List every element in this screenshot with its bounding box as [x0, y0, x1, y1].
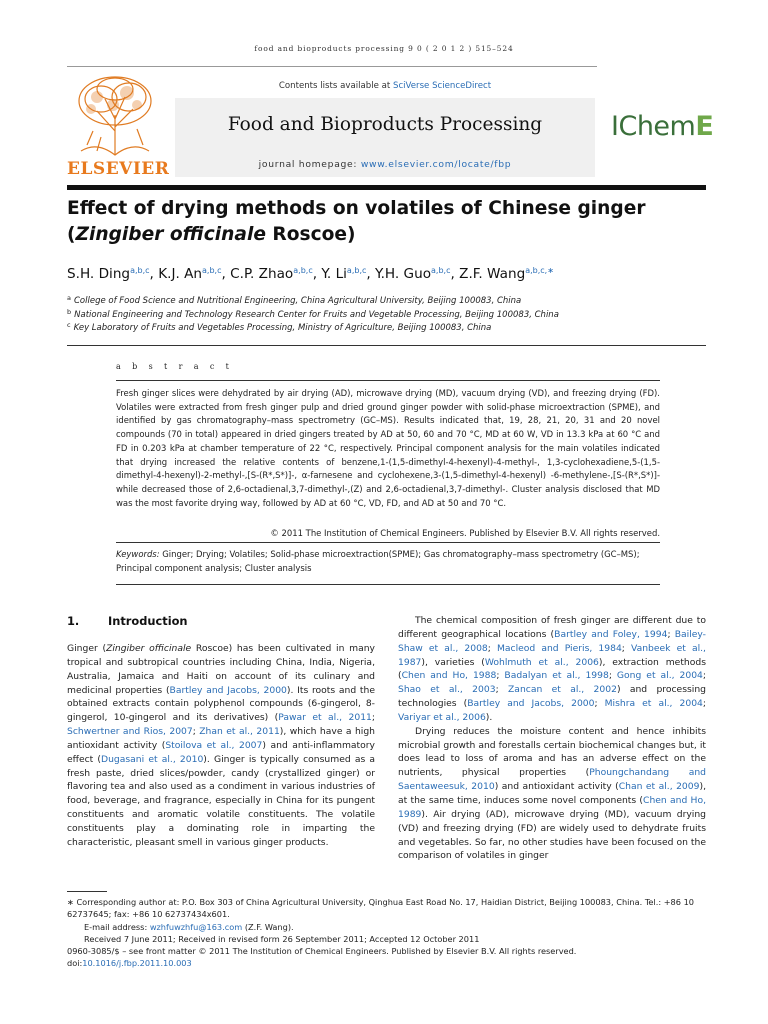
citation-link[interactable]: Wohlmuth et al., 2006	[484, 656, 599, 668]
affiliation-c	[67, 321, 707, 333]
journal-homepage	[175, 159, 595, 170]
doi-label: doi:	[67, 958, 83, 968]
doi-link[interactable]: 10.1016/j.fbp.2011.10.003	[82, 958, 192, 968]
article-title	[67, 196, 707, 248]
affiliation-mark: a	[67, 294, 71, 302]
citation-link[interactable]: Stoilova et al., 2007	[165, 739, 263, 751]
author-affiliation-marks[interactable]: a,b,c	[431, 266, 451, 275]
citation-link[interactable]: Vanbeek et al., 1987	[398, 642, 706, 668]
author-name: C.P. Zhao	[230, 266, 294, 282]
icheme-logo-part1: IChem	[611, 111, 696, 142]
author-name: Y. Li	[321, 266, 347, 282]
author-name: S.H. Ding	[67, 266, 131, 282]
author-separator: ,	[366, 266, 376, 282]
body-text: ;	[594, 698, 605, 710]
abstract-bottom-rule	[116, 584, 660, 585]
body-text: ), extraction methods (	[398, 656, 706, 682]
author-affiliation-marks[interactable]: a,b,c,∗	[525, 266, 554, 275]
body-text: ), varieties (	[421, 656, 485, 668]
homepage-link[interactable]: www.elsevier.com/locate/fbp	[360, 159, 512, 170]
citation-link[interactable]: Bailey-Shaw et al., 2008	[398, 628, 706, 654]
body-text: ) and processing technologies (	[398, 684, 706, 710]
abstract-top-rule	[67, 345, 706, 346]
author-affiliation-marks[interactable]: a,b,c	[130, 266, 150, 275]
italic-text: Zingiber officinale	[106, 643, 192, 654]
citation-link[interactable]: Badalyan et al., 1998	[504, 670, 609, 682]
author-separator: ,	[450, 266, 460, 282]
affiliation-a	[67, 294, 707, 306]
author-name: Z.F. Wang	[459, 266, 526, 282]
body-text: ), at the same time, induces some novel components (	[398, 781, 706, 806]
running-header: food and bioproducts processing 9 0 ( 2 0 1 2 ) 515–524	[254, 44, 514, 53]
body-text: ;	[487, 642, 497, 654]
body-text: ;	[667, 628, 675, 640]
body-text: ;	[702, 698, 706, 710]
abstract-heading: a b s t r a c t	[116, 362, 234, 371]
body-text: The chemical composition of fresh ginger are different due to different geographical locations (	[398, 615, 706, 640]
body-text: ), which have a high antioxidant activity (	[67, 726, 375, 751]
email-label: E-mail address:	[84, 922, 150, 932]
body-text: ). Its roots and the obtained extracts contain polyphenol compounds (6-gingerol, 8-gingerol, 10-gingerol and its derivatives) (	[67, 684, 376, 724]
citation-link[interactable]: Zhan et al., 2011	[199, 726, 280, 738]
citation-link[interactable]: Gong et al., 2004	[616, 670, 703, 682]
abstract-text: Fresh ginger slices were dehydrated by air drying (AD), microwave drying (MD), vacuum drying (VD), and freezing drying (FD). Volatiles were extracted from fresh ginger pulp and dried ground ginger powder with solid-phase microextraction (SPME), and identified by gas chromatography–mass spectrometry (GC–MS). Results indicated that, 19, 28, 21, 20, 31 and 20 novel compounds (70 in total) appeared in dried gingers treated by AD at 50, 60 and 70 °C, MD at 60 W, VD in 13.3 kPa at 60 °C and FD in 0.203 kPa at chamber temperature of 22 °C, respectively. Principal component analysis for the main volatiles indicated that drying increased the relative contents of benzene,1-(1,5-dimethyl-4-hexenyl)-4-methyl-, 1,3-cyclohexadiene,5-(1,5-dimethyl-4-hexenyl)-2-methyl-,[S-(R*,S*)]-, α-farnesene and cyclohexene,3-(1,5-dimethyl-4-hexenyl) -6-methylene-,[S-(R*,S*)]- while decreased those of 2,6-octadienal,3,7-dimethyl-,(Z) and 2,6-octadienal,3,7-dimethyl-. Cluster analysis disclosed that MD was the most favorite drying way, followed by AD at 60 °C, VD, FD, and AD at 50 and 70 °C.	[116, 388, 660, 508]
citation-link[interactable]: Mishra et al., 2004	[604, 698, 703, 710]
body-text: ;	[496, 670, 505, 682]
citation-link[interactable]: Macleod and Pieris, 1984	[496, 642, 622, 654]
footnote-issn: 0960-3085/$ – see front matter © 2011 The Institution of Chemical Engineers. Published by Elsevier B.V. All rights reserved.	[67, 946, 577, 956]
affiliation-b	[67, 308, 707, 320]
icheme-logo	[611, 111, 713, 142]
citation-link[interactable]: Dugasani et al., 2010	[101, 753, 204, 765]
body-text: Drying reduces the moisture content and hence inhibits microbial growth and forestalls certain biochemical changes but, it does lead to loss of aroma and has an adverse effect on the nutrients, physical properties (	[398, 725, 706, 779]
author-affiliation-marks[interactable]: a,b,c	[293, 266, 313, 275]
citation-link[interactable]: Pawar et al., 2011	[278, 712, 372, 724]
contents-prefix: Contents lists available at	[278, 81, 393, 91]
footnote-corresponding: ∗ Corresponding author at: P.O. Box 303 of China Agricultural University, Qinghua East Road No. 17, Haidian District, Beijing 100083, China. Tel.: +86 10 62737645; fax: +86 10 62737434x601.	[67, 897, 694, 920]
keywords	[116, 548, 660, 575]
citation-link[interactable]: Bartley and Foley, 1994	[554, 628, 668, 640]
author-separator: ,	[149, 266, 159, 282]
title-line-1: Effect of drying methods on volatiles of Chinese ginger	[67, 198, 646, 219]
contents-line	[175, 81, 595, 91]
author-affiliation-marks[interactable]: a,b,c	[346, 266, 367, 275]
author-separator: ,	[312, 266, 322, 282]
section-heading	[67, 614, 188, 628]
section-number: 1.	[67, 614, 80, 628]
keywords-label: Keywords:	[116, 549, 160, 559]
citation-link[interactable]: Variyar et al., 2006	[398, 711, 486, 723]
citation-link[interactable]: Schwertner and Rios, 2007	[67, 726, 193, 738]
body-text: ;	[495, 684, 509, 696]
section-title: Introduction	[108, 614, 188, 628]
title-line-2	[67, 222, 707, 248]
homepage-prefix: journal homepage:	[258, 159, 361, 170]
body-text: ;	[621, 642, 631, 654]
affiliation-mark: c	[67, 321, 71, 329]
left-column	[67, 642, 375, 850]
footnote-email	[84, 921, 724, 933]
email-link[interactable]: wzhfuwzhfu@163.com	[149, 922, 243, 932]
body-text: Roscoe) has been cultivated in many tropical and subtropical countries including China, India, Nigeria, Australia, Jamaica and Haiti on account of its culinary and medicinal properties (	[67, 643, 375, 696]
body-text: ). Ginger is typically consumed as a fresh paste, dried slices/powder, candy (crystallized ginger) or flavoring tea and also used as a condiment in various industries of food, beverage, and fragrance, especially in China for its pungent constituents and aromatic volatile constituents. The volatile constituents play a dominating role in imparting the characteristic, pleasant smell in various ginger products.	[67, 753, 376, 848]
citation-link[interactable]: Zancan et al., 2002	[508, 684, 617, 696]
affiliation-mark: b	[67, 308, 72, 316]
intro-paragraph-3	[398, 725, 706, 863]
body-text: ;	[192, 726, 200, 738]
right-column	[398, 614, 706, 863]
title-rest: Roscoe)	[265, 224, 356, 245]
footnote-doi	[67, 957, 707, 969]
body-text: ;	[702, 670, 706, 682]
abstract-inner-rule	[116, 380, 660, 381]
author-list	[67, 266, 707, 282]
title-species: Zingiber officinale	[75, 224, 266, 245]
keywords-text: Ginger; Drying; Volatiles; Solid-phase microextraction(SPME); Gas chromatography–mass spectrometry (GC–MS); Principal component analysis; Cluster analysis	[116, 549, 640, 573]
body-text: ). Air drying (AD), microwave drying (MD), vacuum drying (VD) and freezing drying (FD) are widely used to dehydrate fruits and vegetables. So far, no other studies have been focused on the comparison of volatiles in ginger	[398, 808, 706, 862]
banner-thick-rule	[67, 185, 706, 190]
author-name: K.J. An	[158, 266, 203, 282]
citation-link[interactable]: Phoungchandang and Saentaweesuk, 2010	[398, 767, 706, 793]
sciencedirect-link[interactable]: SciVerse ScienceDirect	[392, 81, 492, 91]
header-rule	[67, 66, 597, 67]
footnote-rule	[67, 891, 107, 892]
intro-paragraph-2	[398, 614, 706, 725]
body-text: ) and anti-inflammatory effect (	[67, 739, 375, 765]
citation-link[interactable]: Chen and Ho, 1988	[401, 670, 497, 682]
citation-link[interactable]: Bartley and Jacobs, 2000	[169, 684, 287, 696]
intro-paragraph-1	[67, 642, 375, 850]
body-text: ).	[485, 711, 493, 723]
citation-link[interactable]: Shao et al., 2003	[398, 684, 496, 696]
email-owner: (Z.F. Wang).	[242, 922, 294, 932]
citation-link[interactable]: Chen and Ho, 1989	[398, 794, 706, 820]
body-text: ) and antioxidant activity (	[494, 781, 619, 793]
title-paren: (	[67, 224, 76, 245]
body-text: ;	[371, 712, 375, 724]
body-text: Ginger (	[67, 643, 107, 654]
affiliation-text: Key Laboratory of Fruits and Vegetables Processing, Ministry of Agriculture, Beijing 100083, China	[73, 323, 492, 333]
journal-name: Food and Bioproducts Processing	[227, 114, 543, 135]
publisher-wordmark: ELSEVIER	[67, 159, 170, 179]
author-name: Y.H. Guo	[375, 266, 432, 282]
icheme-logo-part2: E	[695, 111, 714, 142]
affiliation-text: National Engineering and Technology Research Center for Fruits and Vegetable Processing, Beijing 100083, China	[74, 310, 559, 320]
keywords-rule	[116, 542, 660, 543]
author-separator: ,	[221, 266, 231, 282]
citation-link[interactable]: Chan et al., 2009	[618, 781, 700, 793]
affiliation-text: College of Food Science and Nutritional Engineering, China Agricultural University, Beijing 100083, China	[73, 296, 522, 306]
citation-link[interactable]: Bartley and Jacobs, 2000	[467, 698, 595, 710]
footnote-received: Received 7 June 2011; Received in revised form 26 September 2011; Accepted 12 October 2011	[84, 934, 480, 944]
abstract-copyright: © 2011 The Institution of Chemical Engineers. Published by Elsevier B.V. All rights reserved.	[270, 528, 660, 538]
author-affiliation-marks[interactable]: a,b,c	[202, 266, 222, 275]
body-text: ;	[608, 670, 617, 682]
